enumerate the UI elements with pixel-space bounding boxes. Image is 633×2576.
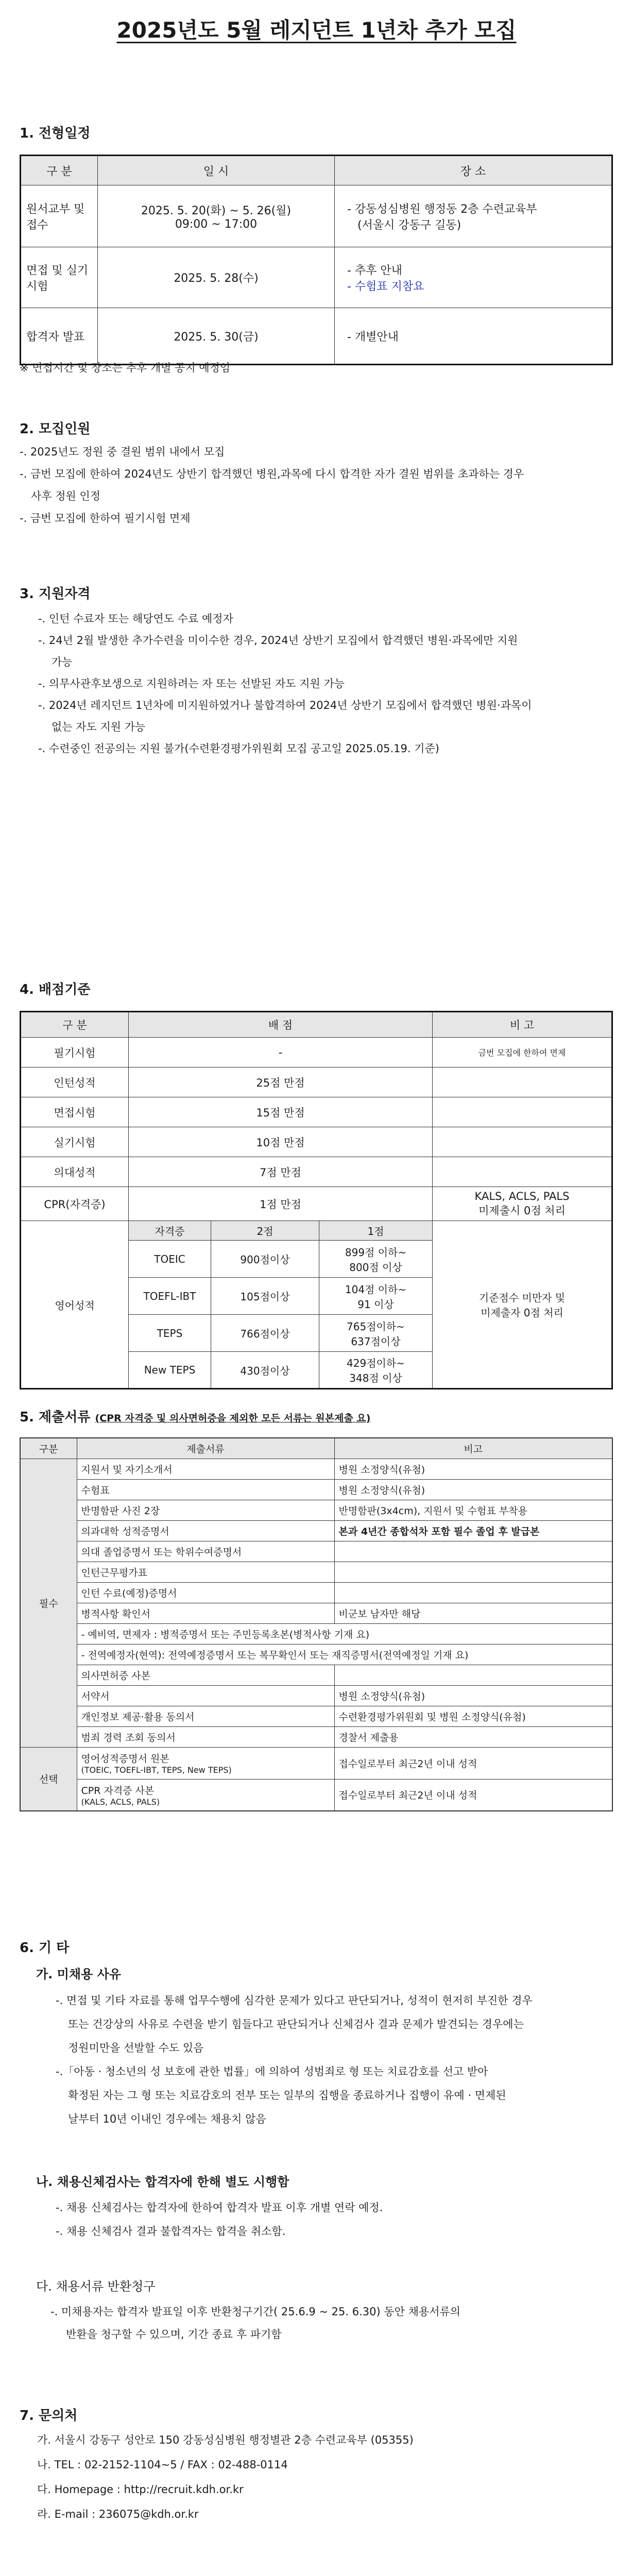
schedule-row-place (335, 247, 612, 308)
scoring-label: CPR(자격증) (21, 1187, 129, 1221)
contact-phone: 나. TEL : 02-2152-1104~5 / FAX : 02-488-0114 (37, 2459, 288, 2471)
english-cert-name: TEPS (129, 1315, 211, 1352)
scoring-value: 10점 만점 (129, 1127, 433, 1157)
documents-row (20, 1459, 612, 1479)
documents-header-category: 구분 (20, 1438, 77, 1459)
english-1pt (319, 1352, 433, 1389)
english-2pt: 430점이상 (211, 1352, 319, 1389)
english-1pt-line: 800점 이상 (349, 1261, 402, 1274)
english-1pt-line: 899점 이하~ (345, 1246, 407, 1259)
documents-row (20, 1665, 612, 1685)
documents-category-required: 필수 (20, 1459, 77, 1747)
scoring-note (433, 1127, 612, 1157)
scoring-label: 의대성적 (21, 1157, 129, 1187)
english-cert-name: New TEPS (129, 1352, 211, 1389)
etc-ga-line: -.「아동 · 청소년의 성 보호에 관한 법률」에 의하여 성범죄로 형 또는 치료감호를 선고 받아 (56, 2065, 488, 2078)
documents-heading-note: (CPR 자격증 및 의사면허증을 제외한 모든 서류는 원본제출 요) (95, 1413, 371, 1424)
documents-note: 경찰서 제출용 (334, 1726, 612, 1747)
schedule-header-place: 장 소 (335, 156, 612, 185)
english-cert-name: TOEIC (129, 1241, 211, 1278)
documents-note: 반명함판(3x4cm), 지원서 및 수험표 부착용 (334, 1500, 612, 1520)
schedule-time-line: 09:00 ~ 17:00 (175, 217, 258, 231)
section-heading-schedule: 1. 전형일정 (20, 126, 91, 141)
section-heading-contact: 7. 문의처 (20, 2408, 78, 2424)
etc-na-line: -. 채용 신체검사는 합격자에 한하여 합격자 발표 이후 개별 연락 예정. (56, 2201, 383, 2214)
english-1pt-line: 348점 이상 (349, 1372, 402, 1384)
section-heading-etc: 6. 기 타 (20, 1940, 70, 1956)
documents-header-doc: 제출서류 (77, 1438, 334, 1459)
etc-ga-line: 확정된 자는 그 형 또는 치료감호의 전부 또는 일부의 집행을 종료하거나 집행이 유예 · 면제된 (68, 2089, 506, 2102)
schedule-row-label: 면접 및 실기시험 (21, 247, 98, 308)
english-1pt (319, 1278, 433, 1315)
scoring-note-line: KALS, ACLS, PALS (474, 1190, 570, 1202)
contact-homepage: 다. Homepage : http://recruit.kdh.or.kr (37, 2483, 244, 2496)
documents-doc: 의대 졸업증명서 또는 학위수여증명서 (77, 1541, 334, 1562)
scoring-row (21, 1038, 612, 1067)
documents-note: 접수일로부터 최근2년 이내 성적 (334, 1747, 612, 1779)
section-heading-scoring: 4. 배점기준 (20, 982, 91, 997)
english-2pt: 900점이상 (211, 1241, 319, 1278)
documents-note: 병원 소정양식(유첨) (334, 1479, 612, 1500)
documents-doc: 지원서 및 자기소개서 (77, 1459, 334, 1479)
scoring-label: 실기시험 (21, 1127, 129, 1157)
english-note-line: 미제출자 0점 처리 (481, 1307, 563, 1319)
documents-doc: 개인정보 제공·활용 동의서 (77, 1706, 334, 1726)
contact-email: 라. E-mail : 236075@kdh.or.kr (37, 2508, 199, 2520)
schedule-row-date: 2025. 5. 30(금) (98, 308, 335, 365)
contact-list (37, 2428, 609, 2527)
documents-doc: - 예비역, 면제자 : 병적증명서 또는 주민등록초본(병적사항 기재 요) (77, 1623, 612, 1644)
documents-row (20, 1779, 612, 1811)
documents-table (20, 1437, 613, 1811)
documents-note (334, 1541, 612, 1562)
documents-doc-sub: (KALS, ACLS, PALS) (81, 1797, 160, 1807)
qualification-line: -. 인턴 수료자 또는 해당연도 수료 예정자 (38, 613, 233, 625)
documents-note: 병원 소정양식(유첨) (334, 1459, 612, 1479)
qualification-line: 가능 (52, 656, 73, 668)
documents-row (20, 1479, 612, 1500)
scoring-table (20, 1011, 613, 1389)
english-note-line: 기준점수 미만자 및 (478, 1292, 566, 1304)
documents-doc-line: CPR 자격증 사본 (81, 1785, 155, 1797)
documents-row (20, 1562, 612, 1582)
contact-address: 가. 서울시 강동구 성안로 150 강동성심병원 행정별관 2층 수련교육부 (05355) (37, 2434, 414, 2446)
documents-note: 접수일로부터 최근2년 이내 성적 (334, 1779, 612, 1811)
schedule-row-label: 원서교부 및 접수 (21, 185, 98, 247)
english-2pt: 105점이상 (211, 1278, 319, 1315)
etc-ga-title: 가. 미채용 사유 (36, 1967, 121, 1981)
english-1pt-line: 104점 이하~ (345, 1283, 407, 1296)
section-heading-recruit: 2. 모집인원 (20, 421, 91, 437)
etc-na-title: 나. 채용신체검사는 합격자에 한해 별도 시행함 (36, 2175, 289, 2189)
documents-doc: - 전역예정자(현역): 전역예정증명서 또는 복무확인서 또는 재직증명서(전역예정일 기재 요) (77, 1644, 612, 1665)
documents-doc: 서약서 (77, 1685, 334, 1706)
schedule-row (21, 247, 612, 308)
documents-note: 비군보 남자만 해당 (334, 1603, 612, 1623)
schedule-place-line: (서울시 강동구 길동) (357, 218, 461, 232)
documents-note: 수련환경평가위원회 및 병원 소정양식(유첨) (334, 1706, 612, 1726)
documents-doc: 의사면허증 사본 (77, 1665, 334, 1685)
documents-category-optional: 선택 (20, 1747, 77, 1811)
etc-ga-line: 날부터 10년 이내인 경우에는 채용치 않음 (68, 2113, 266, 2125)
schedule-date-line: 2025. 5. 20(화) ~ 5. 26(월) (141, 204, 292, 217)
recruit-line: -. 금번 모집에 한하여 2024년도 상반기 합격했던 병원,과목에 다시 합격한 자가 결원 범위를 초과하는 경우 (20, 468, 524, 480)
documents-doc (77, 1747, 334, 1779)
documents-row (20, 1685, 612, 1706)
scoring-header-category: 구 분 (21, 1012, 129, 1038)
scoring-note-line: 미제출시 0점 처리 (478, 1204, 566, 1217)
schedule-header-category: 구 분 (21, 156, 98, 185)
schedule-row-label: 합격자 발표 (21, 308, 98, 365)
documents-row (20, 1500, 612, 1520)
etc-na-line: -. 채용 신체검사 결과 불합격자는 합격을 취소함. (56, 2225, 286, 2238)
english-1pt-line: 765점이하~ (347, 1320, 405, 1333)
documents-doc: 반명함판 사진 2장 (77, 1500, 334, 1520)
etc-da-list (50, 2300, 612, 2346)
qualification-list (38, 608, 610, 759)
documents-row (20, 1520, 612, 1541)
recruit-list (20, 441, 612, 530)
scoring-row (21, 1067, 612, 1097)
etc-da-title: 다. 채용서류 반환청구 (36, 2279, 156, 2294)
etc-ga-line: -. 면접 및 기타 자료를 통해 업무수행에 심각한 문제가 있다고 판단되거나, 성적이 현저히 부진한 경우 (56, 1994, 533, 2007)
schedule-row-place (335, 185, 612, 247)
schedule-row-date: 2025. 5. 28(수) (98, 247, 335, 308)
scoring-note (433, 1097, 612, 1127)
documents-row (20, 1747, 612, 1779)
scoring-row (21, 1097, 612, 1127)
scoring-row (21, 1127, 612, 1157)
schedule-note: ※ 면접시간 및 장소는 추후 개별 공지 예정임 (20, 362, 231, 374)
schedule-place-line: - 강동성심병원 행정동 2층 수련교육부 (347, 202, 537, 216)
etc-na-list (56, 2196, 612, 2243)
english-1pt (319, 1315, 433, 1352)
recruit-line: -. 2025년도 정원 중 결원 범위 내에서 모집 (20, 446, 225, 458)
documents-row (20, 1541, 612, 1562)
documents-note (334, 1562, 612, 1582)
scoring-note (433, 1157, 612, 1187)
english-1pt-line: 91 이상 (357, 1298, 394, 1311)
documents-row (20, 1582, 612, 1603)
documents-row (20, 1623, 612, 1644)
documents-row (20, 1706, 612, 1726)
scoring-header-score: 배 점 (129, 1012, 433, 1038)
etc-da-line: -. 미채용자는 합격자 발표일 이후 반환청구기간( 25.6.9 ~ 25. 6.30) 동안 채용서류의 (50, 2306, 461, 2318)
scoring-note: 금번 모집에 한하여 면제 (433, 1038, 612, 1067)
documents-doc: 수험표 (77, 1479, 334, 1500)
qualification-line: -. 2024년 레지던트 1년차에 미지원하였거나 불합격하여 2024년 상반기 모집에서 합격했던 병원·과목이 (38, 699, 532, 711)
documents-note (334, 1582, 612, 1603)
etc-ga-line: 정원미만을 선발할 수도 있음 (68, 2042, 204, 2054)
qualification-line: -. 수련중인 전공의는 지원 불가(수련환경평가위원회 모집 공고일 2025.05.19. 기준) (38, 742, 439, 755)
scoring-row (21, 1187, 612, 1221)
scoring-value: 25점 만점 (129, 1067, 433, 1097)
document-title: 2025년도 5월 레지던트 1년차 추가 모집 (116, 18, 517, 43)
documents-row (20, 1644, 612, 1665)
qualification-line: -. 의무사관후보생으로 지원하려는 자 또는 선발된 자도 지원 가능 (38, 677, 345, 690)
scoring-label: 면접시험 (21, 1097, 129, 1127)
documents-doc: 인턴근무평가표 (77, 1562, 334, 1582)
english-header-2pt: 2점 (211, 1221, 319, 1241)
english-score-label: 영어성적 (21, 1221, 129, 1389)
documents-doc: 병적사항 확인서 (77, 1603, 334, 1623)
scoring-value: 7점 만점 (129, 1157, 433, 1187)
scoring-label: 필기시험 (21, 1038, 129, 1067)
schedule-row-date (98, 185, 335, 247)
schedule-row (21, 308, 612, 365)
documents-doc: 범죄 경력 조회 동의서 (77, 1726, 334, 1747)
documents-row (20, 1726, 612, 1747)
etc-da-line: 반환을 청구할 수 있으며, 기간 종료 후 파기함 (66, 2328, 282, 2341)
recruit-line: 사후 정원 인정 (31, 490, 101, 502)
recruit-line: -. 금번 모집에 한하여 필기시험 면제 (20, 512, 191, 524)
english-header-1pt: 1점 (319, 1221, 433, 1241)
documents-doc-sub: (TOEIC, TOEFL-IBT, TEPS, New TEPS) (81, 1765, 232, 1775)
etc-ga-line: 또는 건강상의 사유로 수련을 받기 힘들다고 판단되거나 신체검사 결과 문제가 발견되는 경우에는 (68, 2018, 524, 2030)
documents-row (20, 1603, 612, 1623)
documents-heading-main: 5. 제출서류 (20, 1410, 91, 1425)
documents-header-note: 비고 (334, 1438, 612, 1459)
scoring-note (433, 1187, 612, 1221)
documents-doc (77, 1779, 334, 1811)
scoring-value: 15점 만점 (129, 1097, 433, 1127)
english-1pt-line: 637점이상 (351, 1335, 401, 1348)
documents-doc-line: 영어성적증명서 원본 (81, 1753, 169, 1765)
scoring-note (433, 1067, 612, 1097)
etc-ga-list (56, 1989, 612, 2131)
documents-note: 병원 소정양식(유첨) (334, 1685, 612, 1706)
english-note (433, 1221, 612, 1389)
scoring-value: - (129, 1038, 433, 1067)
scoring-header-note: 비 고 (433, 1012, 612, 1038)
english-header-cert: 자격증 (129, 1221, 211, 1241)
schedule-row (21, 185, 612, 247)
scoring-value: 1점 만점 (129, 1187, 433, 1221)
scoring-label: 인턴성적 (21, 1067, 129, 1097)
schedule-table (20, 155, 613, 365)
scoring-row (21, 1157, 612, 1187)
schedule-place-line: - 수험표 지참요 (347, 280, 424, 293)
documents-note: 본과 4년간 종합석차 포함 필수 졸업 후 발급본 (334, 1520, 612, 1541)
documents-doc: 의과대학 성적증명서 (77, 1520, 334, 1541)
documents-note (334, 1665, 612, 1685)
qualification-line: -. 24년 2월 발생한 추가수련을 미이수한 경우, 2024년 상반기 모집에서 합격했던 병원·과목에만 지원 (38, 634, 518, 647)
documents-doc: 인턴 수료(예정)증명서 (77, 1582, 334, 1603)
schedule-header-date: 일 시 (98, 156, 335, 185)
schedule-row-place: - 개별안내 (335, 308, 612, 365)
english-1pt-line: 429점이하~ (347, 1357, 405, 1369)
english-1pt (319, 1241, 433, 1278)
qualification-line: 없는 자도 지원 가능 (52, 721, 146, 733)
section-heading-qualification: 3. 지원자격 (20, 586, 91, 602)
schedule-place-line: - 추후 안내 (347, 264, 402, 277)
section-heading-documents (20, 1406, 370, 1426)
english-cert-name: TOEFL-IBT (129, 1278, 211, 1315)
english-2pt: 766점이상 (211, 1315, 319, 1352)
